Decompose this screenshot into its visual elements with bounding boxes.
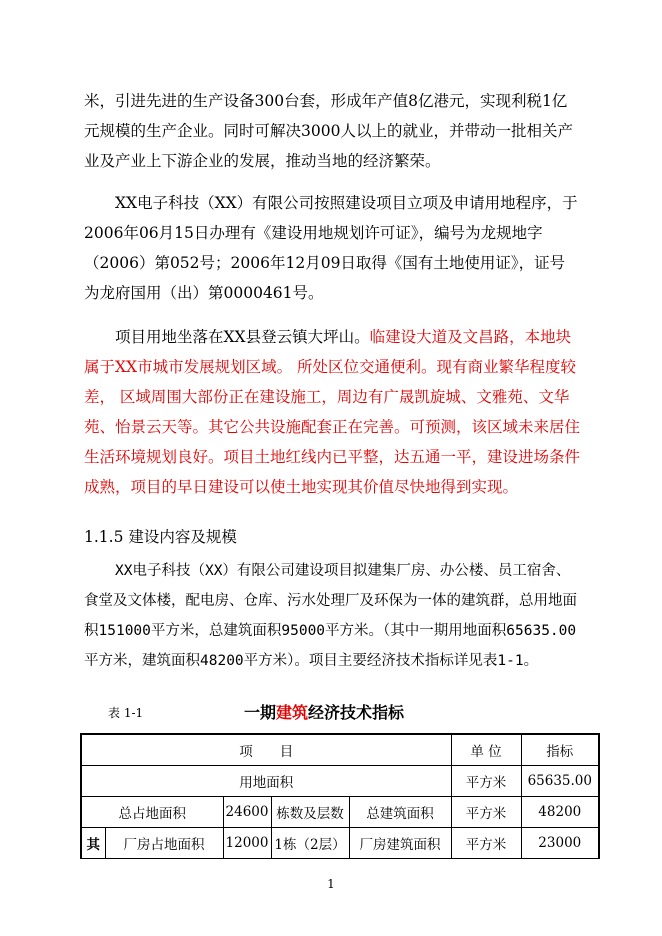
table-title-red-part: 建筑 [276,703,309,722]
row3-value: 23000 [521,828,599,859]
row3-label: 厂房占地面积 [105,828,223,859]
row2-value: 48200 [521,797,599,828]
table-row [81,828,599,859]
row3-label3: 厂房建筑面积 [349,828,451,859]
row2-v1: 24600 [223,797,271,828]
paragraph-location [84,322,580,502]
row2-label: 总占地面积 [81,797,223,828]
table-title [244,700,404,723]
row1-value: 65635.00 [521,766,599,797]
header-value: 指标 [521,734,599,766]
table-row [81,766,599,797]
row3-side-label: 其 [81,828,105,859]
table-row [81,797,599,828]
row1-unit: 平方米 [451,766,521,797]
location-highlight-text: 临建设大道及文昌路，本地块属于XX市城市发展规划区域。 所处区位交通便利。现有商业繁华程度较差， 区域周围大部份正在建设施工，周边有广晟凯旋城、文雅苑、文华苑、怡景云天等。其它公共设施配套正在完善。可预测，该区域未来居住生活环境规划良好。项目土地红线内已平整，达五通一平，建设进场条件成熟，项目的早日建设可以使土地实现其价值尽快地得到实现。 [84,328,581,496]
row3-unit: 平方米 [451,828,521,859]
location-text: 项目用地坐落在XX县登云镇大坪山。 [115,328,370,346]
row3-v2: 1栋（2层） [271,828,349,859]
row1-label: 用地面积 [81,766,451,797]
header-item: 项 目 [81,734,451,766]
section-heading: 1.1.5 建设内容及规模 [84,528,237,546]
row2-label2: 栋数及层数 [271,797,349,828]
page-number: 1 [327,877,335,891]
table-row [81,734,599,766]
paragraph-construction-scope: XX电子科技（XX）有限公司建设项目拟建集厂房、办公楼、员工宿舍、食堂及文体楼，配电房、仓库、污水处理厂及环保为一体的建筑群，总用地面积151000平方米，总建筑面积95000平方米。（其中一期用地面积65635.00平方米，建筑面积48200平方米）。项目主要经济技术指标详见表1-1。 [84,563,577,669]
table-title-part-b: 经济技术指标 [308,703,405,722]
indicator-table [80,733,600,859]
paragraph-investment: 米，引进先进的生产设备300台套，形成年产值8亿港元，实现利税1亿元规模的生产企业。同时可解决3000人以上的就业，并带动一批相关产业及产业上下游企业的发展，推动当地的经济繁荣。 [84,92,573,170]
table-title-part-a: 一期 [244,703,277,722]
row2-label3: 总建筑面积 [349,797,451,828]
row3-v1: 12000 [223,828,271,859]
table-caption: 表 1-1 [108,706,144,720]
paragraph-land-permits: XX电子科技（XX）有限公司按照建设项目立项及申请用地程序，于2006年06月15日办理有《建设用地规划许可证》，编号为龙规地字（2006）第052号；2006年12月09日取得《国有土地使用证》，证号为龙府国用（出）第0000461号。 [84,194,578,302]
row2-unit: 平方米 [451,797,521,828]
header-unit: 单 位 [451,734,521,766]
